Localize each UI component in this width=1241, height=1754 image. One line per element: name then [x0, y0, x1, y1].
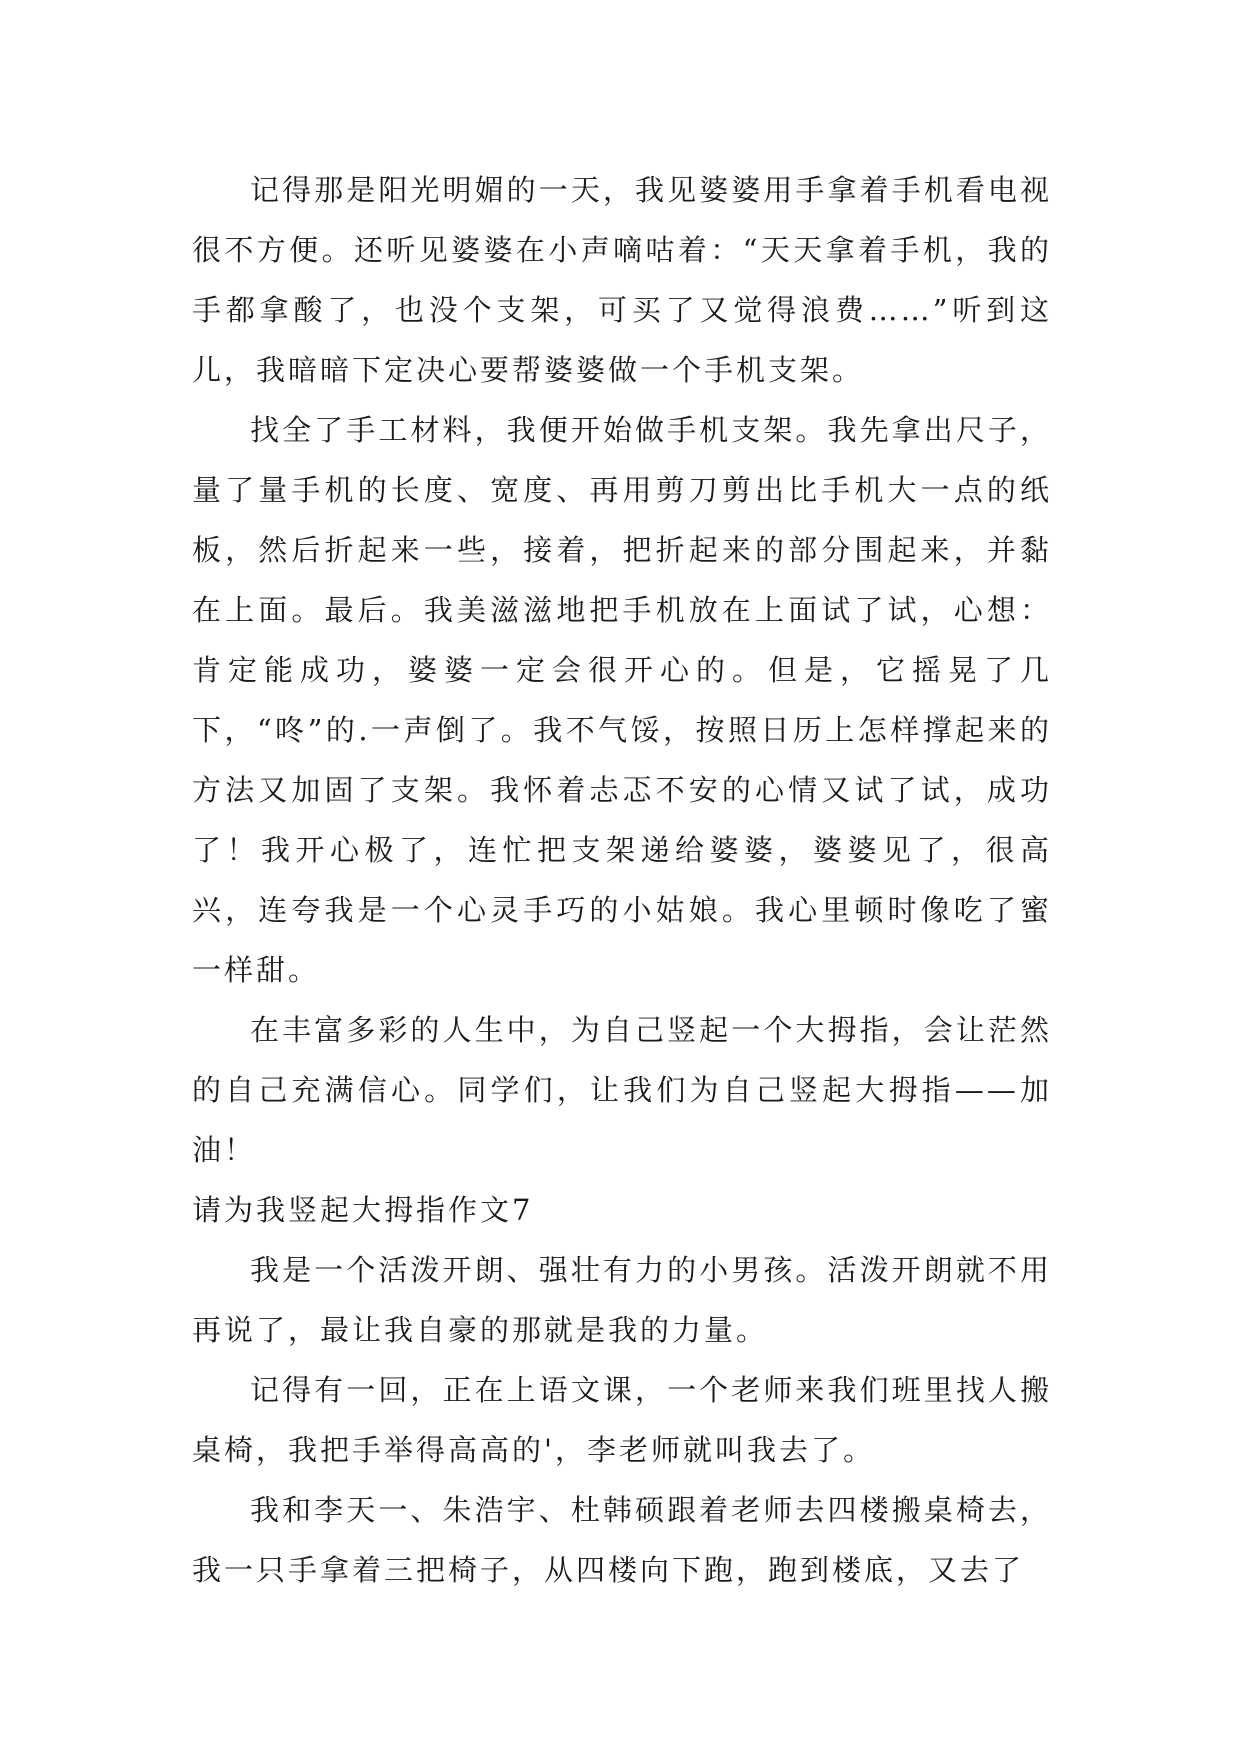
paragraph-2: 找全了手工材料，我便开始做手机支架。我先拿出尺子，量了量手机的长度、宽度、再用剪刀剪出比手机大一点的纸板，然后折起来一些，接着，把折起来的部分围起来，并黏在上面。最后。我美滋滋地把手机放在上面试了试，心想：肯定能成功，婆婆一定会很开心的。但是，它摇晃了几下，“咚”的.一声倒了。我不气馁，按照日历上怎样撑起来的方法又加固了支架。我怀着忐忑不安的心情又试了试，成功了！我开心极了，连忙把支架递给婆婆，婆婆见了，很高兴，连夸我是一个心灵手巧的小姑娘。我心里顿时像吃了蜜一样甜。: [192, 413, 1052, 987]
paragraph-4: 我是一个活泼开朗、强壮有力的小男孩。活泼开朗就不用再说了，最让我自豪的那就是我的力量。: [192, 1253, 1052, 1347]
paragraph-3: 在丰富多彩的人生中，为自己竖起一个大拇指，会让茫然的自己充满信心。同学们，让我们为自己竖起大拇指——加油！: [192, 1013, 1052, 1167]
paragraph-6: 我和李天一、朱浩宇、杜韩硕跟着老师去四楼搬桌椅去，我一只手拿着三把椅子，从四楼向下跑，跑到楼底，又去了: [192, 1493, 1052, 1587]
document-body: [192, 160, 1052, 1600]
paragraph-5: 记得有一回，正在上语文课，一个老师来我们班里找人搬桌椅，我把手举得高高的'，李老师就叫我去了。: [192, 1373, 1052, 1467]
paragraph-1: 记得那是阳光明媚的一天，我见婆婆用手拿着手机看电视很不方便。还听见婆婆在小声嘀咕着：“天天拿着手机，我的手都拿酸了，也没个支架，可买了又觉得浪费……”听到这儿，我暗暗下定决心要帮婆婆做一个手机支架。: [192, 173, 1052, 387]
essay-heading: 请为我竖起大拇指作文7: [192, 1193, 534, 1227]
